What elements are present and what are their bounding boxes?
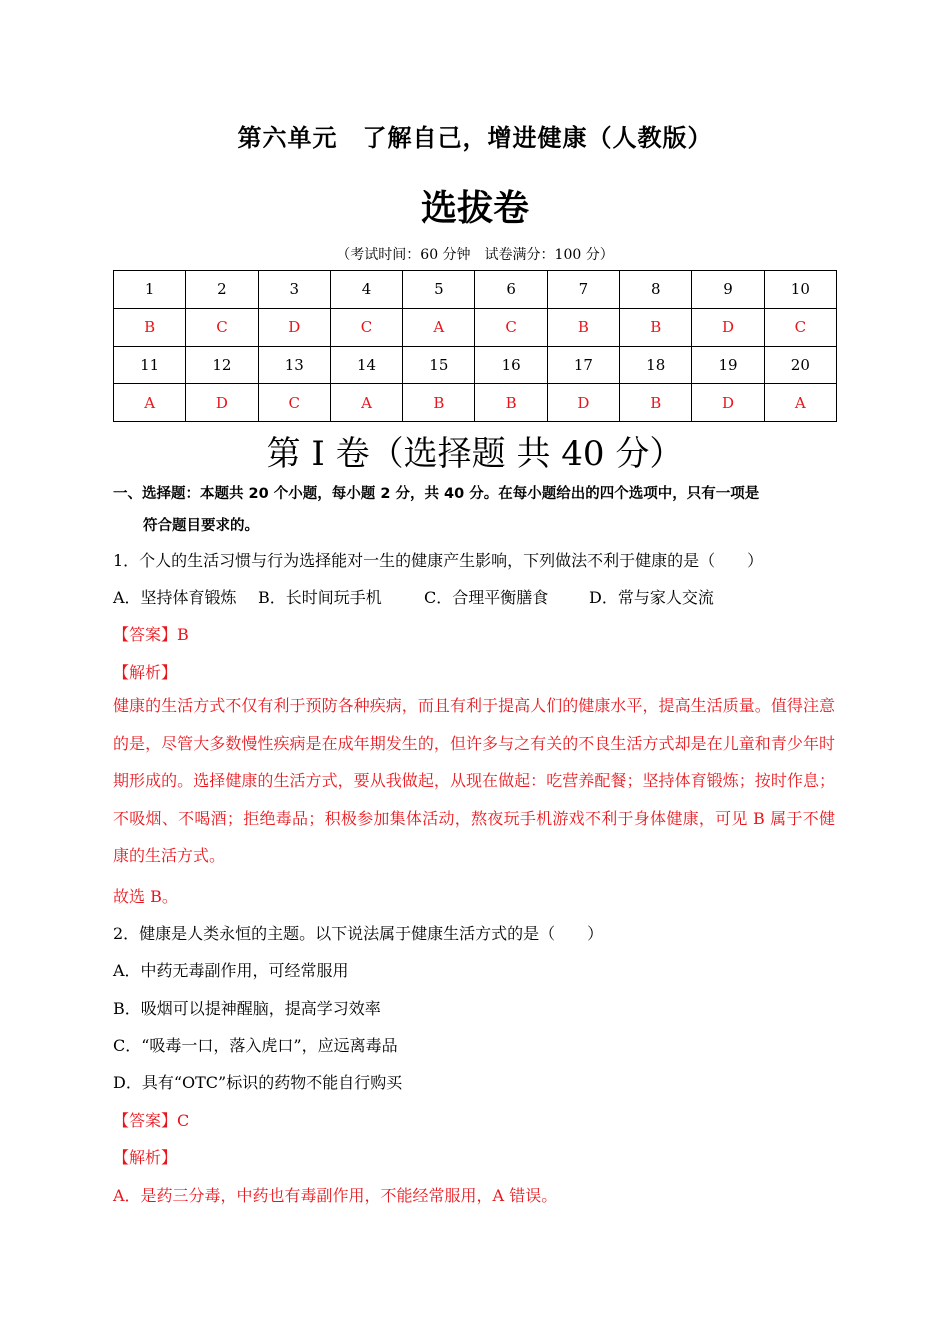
table-cell: D (547, 384, 619, 422)
table-cell: C (330, 308, 402, 346)
table-cell: 15 (403, 346, 475, 384)
question-2-analysis-line: A．是药三分毒，中药也有毒副作用，不能经常服用，A 错误。 (113, 1186, 558, 1205)
table-cell: 7 (547, 271, 619, 309)
unit-title: 第六单元 了解自己，增进健康（人教版） (237, 124, 713, 152)
option-c: C．“吸毒一口，落入虎口”，应远离毒品 (113, 1036, 398, 1055)
exam-info: （考试时间：60 分钟 试卷满分：100 分） (336, 247, 614, 263)
answer-table-answer-row (114, 308, 837, 346)
table-cell: C (764, 308, 836, 346)
volume-title: 第 I 卷（选择题 共 40 分） (266, 434, 684, 474)
table-cell: 2 (186, 271, 258, 309)
answer-table-number-row (114, 271, 837, 309)
question-1-options (113, 585, 714, 608)
question-2-stem: 2．健康是人类永恒的主题。以下说法属于健康生活方式的是（ ） (113, 924, 604, 943)
table-cell: 11 (114, 346, 186, 384)
table-cell: 17 (547, 346, 619, 384)
table-cell: B (403, 384, 475, 422)
question-1-answer (113, 622, 189, 645)
answer-table-answer-row (114, 384, 837, 422)
option-a: A．中药无毒副作用，可经常服用 (113, 961, 349, 980)
table-cell: A (403, 308, 475, 346)
answer-label: 【答案】 (113, 625, 178, 644)
table-cell: D (692, 384, 764, 422)
table-cell: B (620, 308, 692, 346)
option-b: B．长时间玩手机 (258, 588, 382, 607)
table-cell: 19 (692, 346, 764, 384)
table-cell: 8 (620, 271, 692, 309)
answer-label: 【答案】 (113, 1111, 178, 1130)
table-cell: 13 (258, 346, 330, 384)
paper-type-title: 选拔卷 (420, 188, 529, 229)
table-cell: C (186, 308, 258, 346)
table-cell: C (475, 308, 547, 346)
answer-value: C (177, 1111, 190, 1130)
table-cell: 10 (764, 271, 836, 309)
option-d: D．常与家人交流 (589, 588, 714, 607)
table-cell: C (258, 384, 330, 422)
table-cell: 5 (403, 271, 475, 309)
section-instructions-line1: 一、选择题：本题共 20 个小题，每小题 2 分，共 40 分。在每小题给出的四个选项中，只有一项是 (113, 486, 760, 502)
table-cell: 3 (258, 271, 330, 309)
question-1-analysis: 健康的生活方式不仅有利于预防各种疾病，而且有利于提高人们的健康水平，提高生活质量。值得注意的是，尽管大多数慢性疾病是在成年期发生的，但许多与之有关的不良生活方式却是在儿童和青少年时期形成的。选择健康的生活方式，要从我做起，从现在做起：吃营养配餐；坚持体育锻炼；按时作息；不吸烟、不喝酒；拒绝毒品；积极参加集体活动，熬夜玩手机游戏不利于身体健康，可见 B 属于不健康的生活方式。 (113, 696, 835, 865)
question-1-stem: 1．个人的生活习惯与行为选择能对一生的健康产生影响，下列做法不利于健康的是（ ） (113, 551, 764, 570)
table-cell: 20 (764, 346, 836, 384)
table-cell: B (620, 384, 692, 422)
answer-table-number-row (114, 346, 837, 384)
table-cell: B (114, 308, 186, 346)
question-2-analysis-label: 【解析】 (113, 1148, 178, 1167)
table-cell: D (692, 308, 764, 346)
table-cell: A (114, 384, 186, 422)
table-cell: D (258, 308, 330, 346)
table-cell: A (330, 384, 402, 422)
table-cell: B (475, 384, 547, 422)
table-cell: 6 (475, 271, 547, 309)
table-cell: 12 (186, 346, 258, 384)
table-cell: 16 (475, 346, 547, 384)
table-cell: 14 (330, 346, 402, 384)
question-1-conclusion: 故选 B。 (113, 887, 178, 906)
option-b: B．吸烟可以提神醒脑，提高学习效率 (113, 999, 381, 1018)
table-cell: 18 (620, 346, 692, 384)
option-d: D．具有“OTC”标识的药物不能自行购买 (113, 1073, 403, 1092)
table-cell: B (547, 308, 619, 346)
question-2-answer (113, 1108, 189, 1131)
option-c: C．合理平衡膳食 (424, 588, 549, 607)
answer-table (113, 270, 837, 422)
table-cell: 9 (692, 271, 764, 309)
table-cell: D (186, 384, 258, 422)
option-a: A．坚持体育锻炼 (113, 588, 237, 607)
question-1-analysis-label: 【解析】 (113, 663, 178, 682)
section-instructions-line2: 符合题目要求的。 (143, 518, 259, 534)
table-cell: A (764, 384, 836, 422)
table-cell: 4 (330, 271, 402, 309)
table-cell: 1 (114, 271, 186, 309)
answer-value: B (177, 625, 189, 644)
